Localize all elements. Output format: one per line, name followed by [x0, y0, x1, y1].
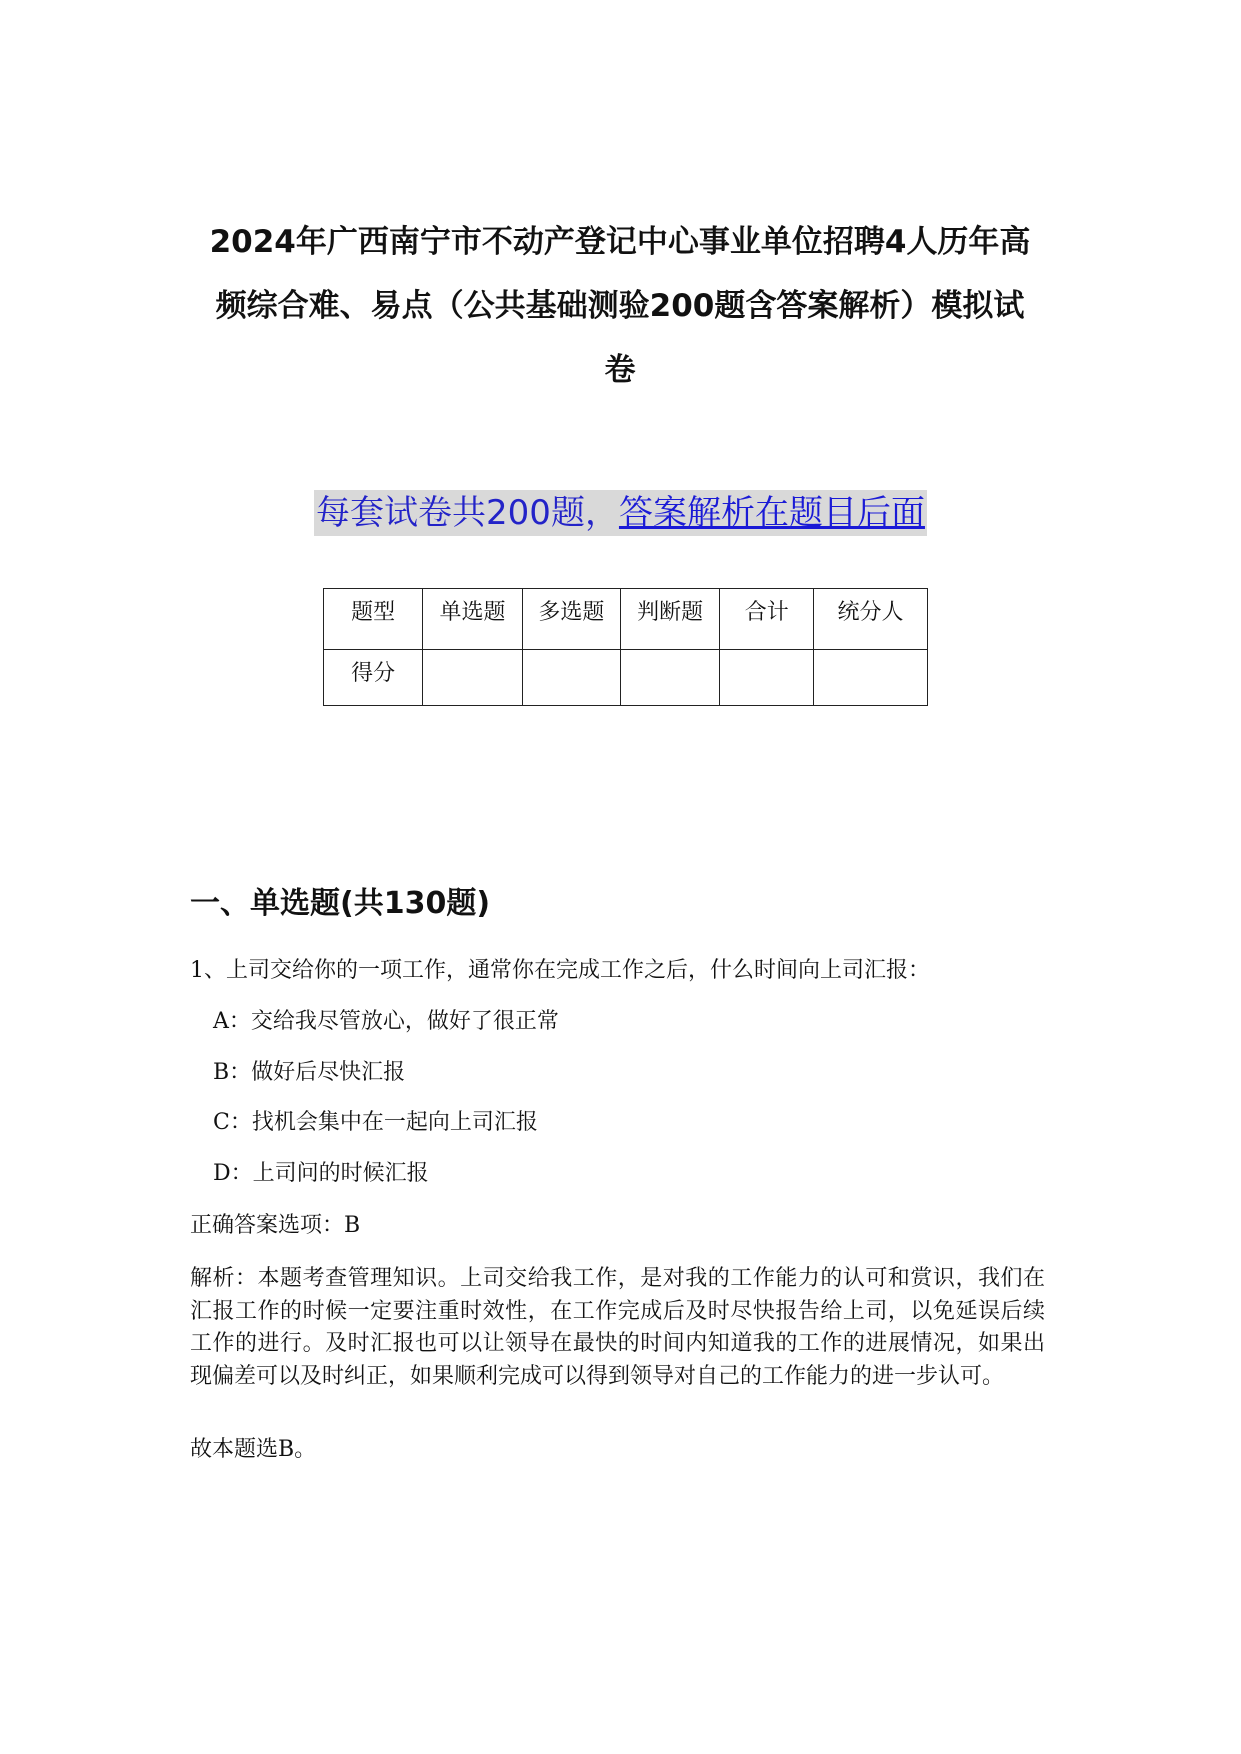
section-heading: 一、单选题(共130题)	[190, 886, 491, 921]
score-table	[323, 588, 928, 706]
title-line-3: 卷	[604, 352, 636, 388]
option-c: C：找机会集中在一起向上司汇报	[213, 1110, 538, 1135]
header-cell-type: 题型	[324, 589, 423, 650]
header-cell-judge: 判断题	[620, 589, 719, 650]
title-line-1: 2024年广西南宁市不动产登记中心事业单位招聘4人历年高	[209, 224, 1031, 260]
score-cell-judge	[620, 650, 719, 706]
option-b: B：做好后尽快汇报	[213, 1060, 406, 1085]
title-line-2: 频综合难、易点（公共基础测验200题含答案解析）模拟试	[215, 288, 1025, 324]
analysis-paragraph: 解析：本题考查管理知识。上司交给我工作，是对我的工作能力的认可和赏识，我们在汇报工作的时候一定要注重时效性，在工作完成后及时尽快报告给上司，以免延误后续工作的进行。及时汇报也可以让领导在最快的时间内知道我的工作的进展情况，如果出现偏差可以及时纠正，如果顺利完成可以得到领导对自己的工作能力的进一步认可。	[190, 1266, 1045, 1389]
score-cell-single	[423, 650, 522, 706]
question-text: 1、上司交给你的一项工作，通常你在完成工作之后，什么时间向上司汇报：	[190, 958, 930, 983]
banner-container	[0, 490, 1241, 536]
header-cell-scorer: 统分人	[814, 589, 928, 650]
score-cell-multi	[522, 650, 620, 706]
banner-text: 每套试卷共200题，	[316, 493, 619, 533]
score-row-label: 得分	[324, 650, 423, 706]
header-cell-total: 合计	[720, 589, 814, 650]
banner-link[interactable]: 答案解析在题目后面	[618, 493, 925, 533]
document-title	[180, 210, 1060, 402]
header-cell-single: 单选题	[423, 589, 522, 650]
conclusion-line: 故本题选B。	[190, 1437, 317, 1462]
option-a: A：交给我尽管放心，做好了很正常	[213, 1009, 559, 1034]
info-banner	[314, 490, 927, 536]
score-cell-total	[720, 650, 814, 706]
header-cell-multi: 多选题	[522, 589, 620, 650]
option-d: D：上司问的时候汇报	[213, 1161, 429, 1186]
score-cell-scorer	[814, 650, 928, 706]
score-table-header-row	[324, 589, 928, 650]
score-table-score-row	[324, 650, 928, 706]
answer-line: 正确答案选项：B	[190, 1213, 361, 1238]
